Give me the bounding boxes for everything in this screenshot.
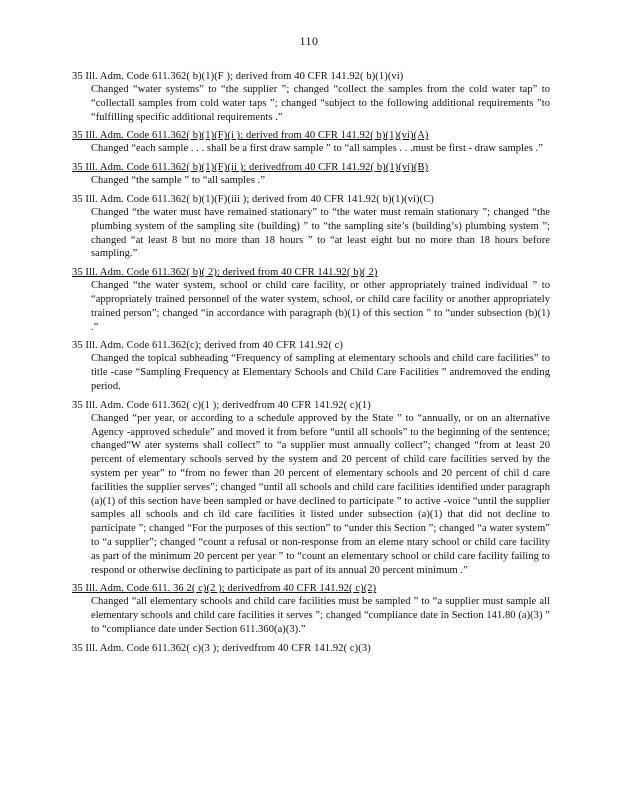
change-description: Changed “water systems” to “the supplier ”; changed “collect the samples from the cold water tap” to “collectall samples from cold water taps ”; changed “subject to the following additional requirements ”to “fulfilling specific additional requirements .”	[91, 84, 550, 123]
derivation-entry	[72, 399, 550, 578]
derivation-entry	[72, 642, 550, 655]
citation-line: 35 Ill. Adm. Code 611.362( b)(1)(F)(i ); derived from 40 CFR 141.92( b)(1)(vi)(A)	[72, 130, 429, 142]
change-description: Changed the topical subheading “Frequency of sampling at elementary schools and child care facilities” to title -case “Sampling Frequency at Elementary Schools and Child Care Facilities ” andremoved the ending period.	[91, 353, 550, 392]
citation-line: 35 Ill. Adm. Code 611.362( b)(1)(F ); derived from 40 CFR 141.92( b)(1)(vi)	[72, 71, 404, 82]
derivation-entry	[72, 70, 550, 124]
citation-line: 35 Ill. Adm. Code 611.362( c)(1 ); derivedfrom 40 CFR 141.92( c)(1)	[72, 399, 371, 411]
citation-line: 35 Ill. Adm. Code 611.362(c); derived from 40 CFR 141.92( c)	[72, 340, 343, 352]
change-description: Changed “all elementary schools and child care facilities must be sampled ” to “a supplier must sample all elementary schools and child care facilities it serves ”; changed “compliance date in Section 141.80 (a)(3) ” to “compliance date under Section 611.360(a)(3).”	[91, 596, 550, 635]
derivation-entry	[72, 161, 550, 188]
citation-line: 35 Ill. Adm. Code 611.362( b)(1)(F)(iii ); derived from 40 CFR 141.92( b)(1)(vi)(C)	[72, 193, 434, 205]
change-description: Changed “each sample . . . shall be a first draw sample ” to “all samples . . .must be first - draw samples .”	[91, 143, 543, 155]
derivation-entry	[72, 339, 550, 393]
change-description: Changed “the sample ” to “all samples .”	[91, 175, 266, 187]
derivation-notes	[72, 70, 550, 660]
citation-line: 35 Ill. Adm. Code 611.362( c)(3 ); derivedfrom 40 CFR 141.92( c)(3)	[72, 642, 371, 654]
derivation-entry	[72, 193, 550, 261]
derivation-entry	[72, 129, 550, 156]
citation-line: 35 Ill. Adm. Code 611.362( b)( 2); derived from 40 CFR 141.92( b)( 2)	[72, 267, 378, 279]
change-description: Changed “the water system, school or child care facility, or other appropriately trained individual ” to “appropriately trained personnel of the water system, school, or child care facility or another appropriately trained person”; changed “in accordance with paragraph (b)(1) of this section ” to “under subsection (b)(1) .”	[91, 280, 550, 333]
citation-line: 35 Ill. Adm. Code 611.362( b)(1)(F)(ii ); derivedfrom 40 CFR 141.92( b)(1)(vi)(B)	[72, 162, 429, 174]
change-description: Changed “per year, or according to a schedule approved by the State ” to “annually, or on an alternative Agency -approved schedule” and moved it from before “until all schools” to the beginning of the sentence; changed“W ater systems shall collect” to “a supplier must annually collect”; changed “from at least 20 percent of elementary schools served by the system and 20 percent of child care facilities served by the system per year” to “from no fewer than 20 percent of elementary schools and 20 percent of chil d care facilities the supplier serves”; changed “until all schools and child care facilities identified under paragraph (a)(1) of this section have been sampled or have declined to participate ” to active -voice “until the supplier samples all schools and ch ild care facilities it listed under subsection (a)(1) that did not decline to participate ”; changed “For the purposes of this section” to “under this Section ”; changed “a water system” to “a supplier”; changed “count a refusal or non-response from an eleme ntary school or child care facility as part of the minimum 20 percent per year ” to “count an elementary school or child care facility failing to respond or otherwise declining to participate as part of its annual 20 percent minimum .”	[91, 412, 550, 576]
derivation-entry	[72, 266, 550, 334]
citation-line: 35 Ill. Adm. Code 611. 36 2( c)(2 ); derivedfrom 40 CFR 141.92( c)(2)	[72, 583, 377, 595]
page-number: 110	[299, 34, 319, 48]
derivation-entry	[72, 582, 550, 636]
change-description: Changed “the water must have remained stationary” to “the water must remain stationary ”; changed “the plumbing system of the sampling site (building) ” to “the sampling site’s (building’s) plumbing system ”; changed “at least 8 but no more than 18 hours ” to “at least eight but no more than 18 hours before sampling.”	[91, 206, 550, 260]
